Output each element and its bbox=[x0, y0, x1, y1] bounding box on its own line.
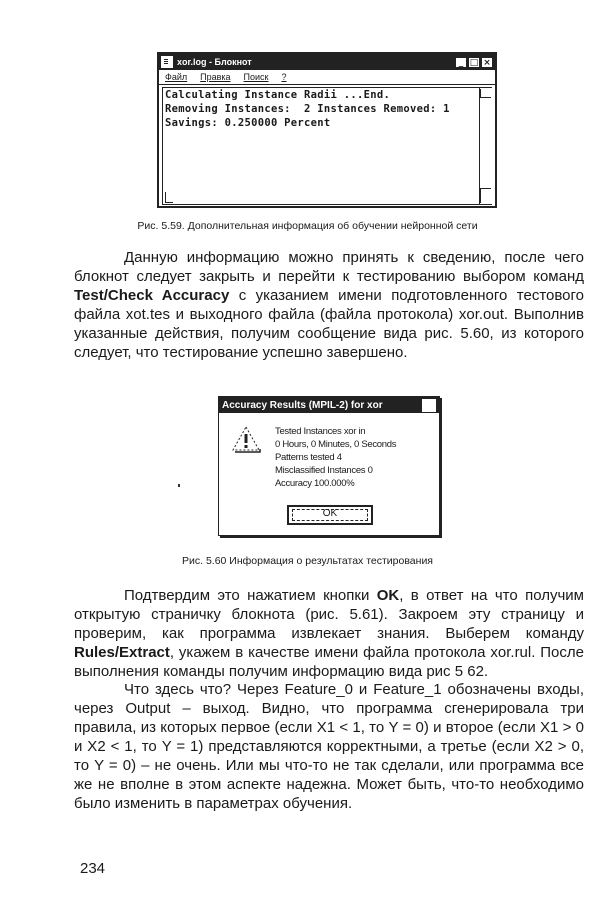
menu-file[interactable]: Файл bbox=[165, 72, 188, 82]
ok-focus-rect bbox=[292, 509, 368, 521]
resize-grip-icon[interactable] bbox=[480, 188, 491, 203]
menu-help[interactable]: ? bbox=[281, 72, 287, 82]
ok-label: OK bbox=[322, 508, 338, 519]
para2-text-1: Подтвердим это нажатием кнопки bbox=[124, 587, 377, 604]
close-button[interactable]: × bbox=[481, 57, 493, 68]
paragraph-2 bbox=[74, 586, 584, 681]
paragraph-3: Что здесь что? Через Feature_0 и Feature_1 обозначены входы, через Output – выход. Видно, что программа сгенерировала три правила, из которых первое (если X1 < 1, то Y = 0) и второе (если X1 > 0 и X2 < 1, то Y = 1) представляются корректными, а третье (если X2 > 0, то Y = 0) – не очень. Или мы что-то не так сделали, или программа все же не вполне в этом аспекте надежна. Может быть, что-то необходимо было изменить в параметрах обучения. bbox=[74, 681, 584, 812]
dialog-line: Accuracy 100.000% bbox=[275, 478, 355, 489]
warning-icon bbox=[231, 425, 261, 453]
accuracy-results-dialog bbox=[218, 396, 440, 536]
maximize-button[interactable]: □ bbox=[469, 57, 479, 68]
dialog-line: Patterns tested 4 bbox=[275, 452, 342, 463]
ok-button[interactable] bbox=[287, 505, 373, 525]
notepad-title: xor.log - Блокнот bbox=[177, 57, 252, 67]
notepad-icon bbox=[161, 56, 173, 68]
para2-text-3: , укажем в качестве имени файла протокола xor.rul. После выполнения команды получим информацию вида рис 5 62. bbox=[74, 644, 584, 680]
dialog-close-button[interactable] bbox=[422, 399, 436, 412]
scroll-up-arrow-icon[interactable] bbox=[480, 89, 491, 98]
menu-edit[interactable]: Правка bbox=[200, 72, 231, 82]
command-rules-extract: Rules/Extract bbox=[74, 644, 170, 661]
log-line: Removing Instances: 2 Instances Removed: 1 bbox=[165, 103, 450, 115]
notepad-text-area[interactable] bbox=[162, 87, 492, 205]
dialog-message bbox=[275, 425, 396, 490]
figure-caption-5-60: Рис. 5.60 Информация о результатах тестирования bbox=[182, 555, 433, 567]
button-ok-reference: OK bbox=[376, 587, 400, 604]
notepad-window bbox=[157, 52, 497, 208]
para1-text-1: Данную информацию можно принять к сведению, после чего блокнот следует закрыть и перейти к тестированию выбором команд bbox=[74, 249, 584, 285]
scan-speck bbox=[178, 484, 180, 487]
notepad-menubar bbox=[159, 70, 495, 85]
menu-search[interactable]: Поиск bbox=[243, 72, 269, 82]
figure-caption-5-59: Рис. 5.59. Дополнительная информация об обучении нейронной сети bbox=[137, 220, 478, 232]
para1-text-2: с указанием имени подготовленного тестового файла xot.tes и выходного файла (файла протокола) xor.out. Выполнив указанные действия, получим сообщение вида рис. 5.60, из которого следует, что тестирование успешно завершено. bbox=[74, 287, 584, 361]
dialog-line: Tested Instances xor in bbox=[275, 426, 366, 437]
notepad-titlebar bbox=[159, 54, 495, 70]
horizontal-scroll-corner-icon bbox=[165, 192, 173, 203]
dialog-title: Accuracy Results (MPIL-2) for xor bbox=[222, 399, 383, 411]
paragraph-1 bbox=[74, 248, 584, 362]
para2-text-2: , в ответ на что получим открытую страничку блокнота (рис. 5.61). Закроем эту страницу и проверим, как программа извлекает знания. Выберем команду bbox=[74, 587, 584, 642]
vertical-scrollbar[interactable] bbox=[479, 88, 492, 204]
command-test-check-accuracy: Test/Check Accuracy bbox=[74, 287, 230, 304]
page-number: 234 bbox=[80, 860, 106, 877]
dialog-titlebar bbox=[219, 397, 439, 413]
log-line: Savings: 0.250000 Percent bbox=[165, 117, 331, 129]
dialog-line: Misclassified Instances 0 bbox=[275, 465, 373, 476]
dialog-line: 0 Hours, 0 Minutes, 0 Seconds bbox=[275, 439, 397, 450]
log-line: Calculating Instance Radii ...End. bbox=[165, 89, 391, 101]
minimize-button[interactable]: _ bbox=[455, 57, 467, 68]
